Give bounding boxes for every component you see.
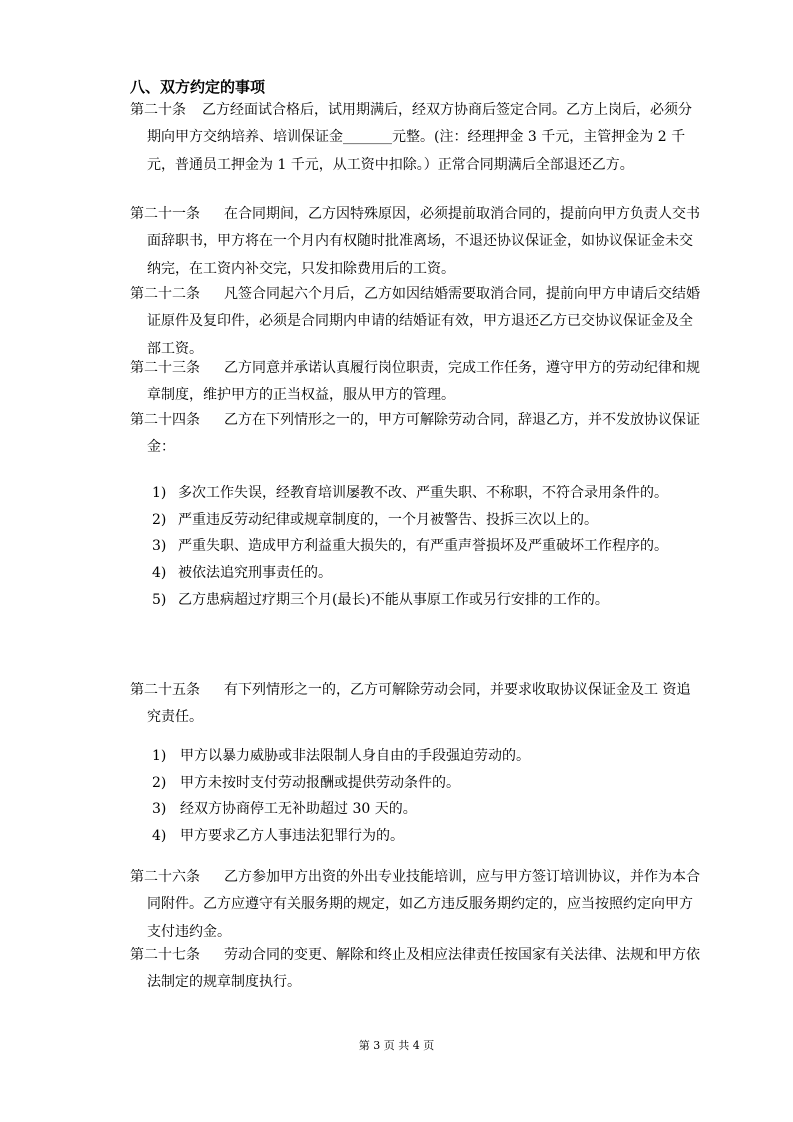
article-text: 乙方在下列情形之一的，甲方可解除劳动合同，辞退乙方，并不发放协议保证金： <box>147 412 700 456</box>
article-text: 凡签合同起六个月后，乙方如因结婚需要取消合同，提前向甲方申请后交结婚证原件及复印件，必须是合同期内申请的结婚证有效，甲方退还乙方已交协议保证金及全部工资。 <box>147 286 700 357</box>
article-26 <box>130 864 702 946</box>
list-item: 5) 乙方患病超过疗期三个月(最长)不能从事原工作或另行安排的工作的。 <box>152 591 609 608</box>
resignation-conditions-list <box>152 743 692 850</box>
article-number: 第二十条 <box>130 102 186 118</box>
list-item: 1) 甲方以暴力威胁或非法限制人身自由的手段强迫劳动的。 <box>152 748 530 764</box>
article-text: 有下列情形之一的，乙方可解除劳动会同，并要求收取协议保证金及工 资追究责任。 <box>147 682 691 726</box>
section-title: 八、双方约定的事项 <box>130 78 266 96</box>
article-27 <box>130 942 702 997</box>
list-item: 4) 甲方要求乙方人事违法犯罪行为的。 <box>152 828 404 845</box>
article-text: 乙方同意并承诺认真履行岗位职责，完成工作任务，遵守甲方的劳动纪律和规章制度，维护甲方的正当权益，服从甲方的管理。 <box>147 360 700 404</box>
article-text: 乙方参加甲方出资的外出专业技能培训，应与甲方签订培训协议，并作为本合同附件。乙方应遵守有关服务期的规定，如乙方违反服务期约定的，应当按照约定向甲方支付违约金。 <box>147 869 700 940</box>
article-number: 第二十五条 <box>130 682 200 698</box>
list-item: 3) 经双方协商停工无补助超过 30 天的。 <box>152 801 417 818</box>
article-text: 劳动合同的变更、解除和终止及相应法律责任按国家有关法律、法规和甲方依法制定的规章制度执行。 <box>147 947 700 991</box>
article-text: 乙方经面试合格后，试用期满后，经双方协商后签定合同。乙方上岗后，必须分期向甲方交纳培养、培训保证金_______元整。(注：经理押金 3 千元，主管押金为 2 千元，普通员工押金为 1 千元，从工资中扣除。）正常合同期满后全部退还乙方。 <box>147 102 692 173</box>
article-number: 第二十三条 <box>130 360 200 376</box>
article-number: 第二十二条 <box>130 286 200 302</box>
list-item: 2) 甲方未按时支付劳动报酬或提供劳动条件的。 <box>152 774 460 791</box>
article-text: 在合同期间，乙方因特殊原因，必须提前取消合同的，提前向甲方负责人交书面辞职书，甲方将在一个月内有权随时批准离场，不退还协议保证金，如协议保证金未交纳完，在工资内补交完，只发扣除费用后的工资。 <box>147 206 700 277</box>
article-number: 第二十六条 <box>130 869 200 885</box>
article-number: 第二十七条 <box>130 947 200 963</box>
article-24 <box>130 407 702 462</box>
dismissal-conditions-list <box>152 480 692 614</box>
article-21 <box>130 201 702 283</box>
list-item: 4) 被依法追究刑事责任的。 <box>152 565 332 582</box>
list-item: 1) 多次工作失误，经教育培训屡教不改、严重失职、不称职，不符合录用条件的。 <box>152 485 668 501</box>
article-23 <box>130 355 702 410</box>
article-number: 第二十一条 <box>130 206 200 222</box>
article-20 <box>130 97 702 179</box>
list-item: 3) 严重失职、造成甲方利益重大损失的，有严重声誉损坏及严重破坏工作程序的。 <box>152 538 668 555</box>
article-number: 第二十四条 <box>130 412 200 428</box>
article-22 <box>130 281 702 363</box>
page-footer: 第 3 页 共 4 页 <box>358 1039 435 1052</box>
article-25 <box>130 677 702 732</box>
list-item: 2) 严重违反劳动纪律或规章制度的，一个月被警告、投拆三次以上的。 <box>152 511 598 528</box>
